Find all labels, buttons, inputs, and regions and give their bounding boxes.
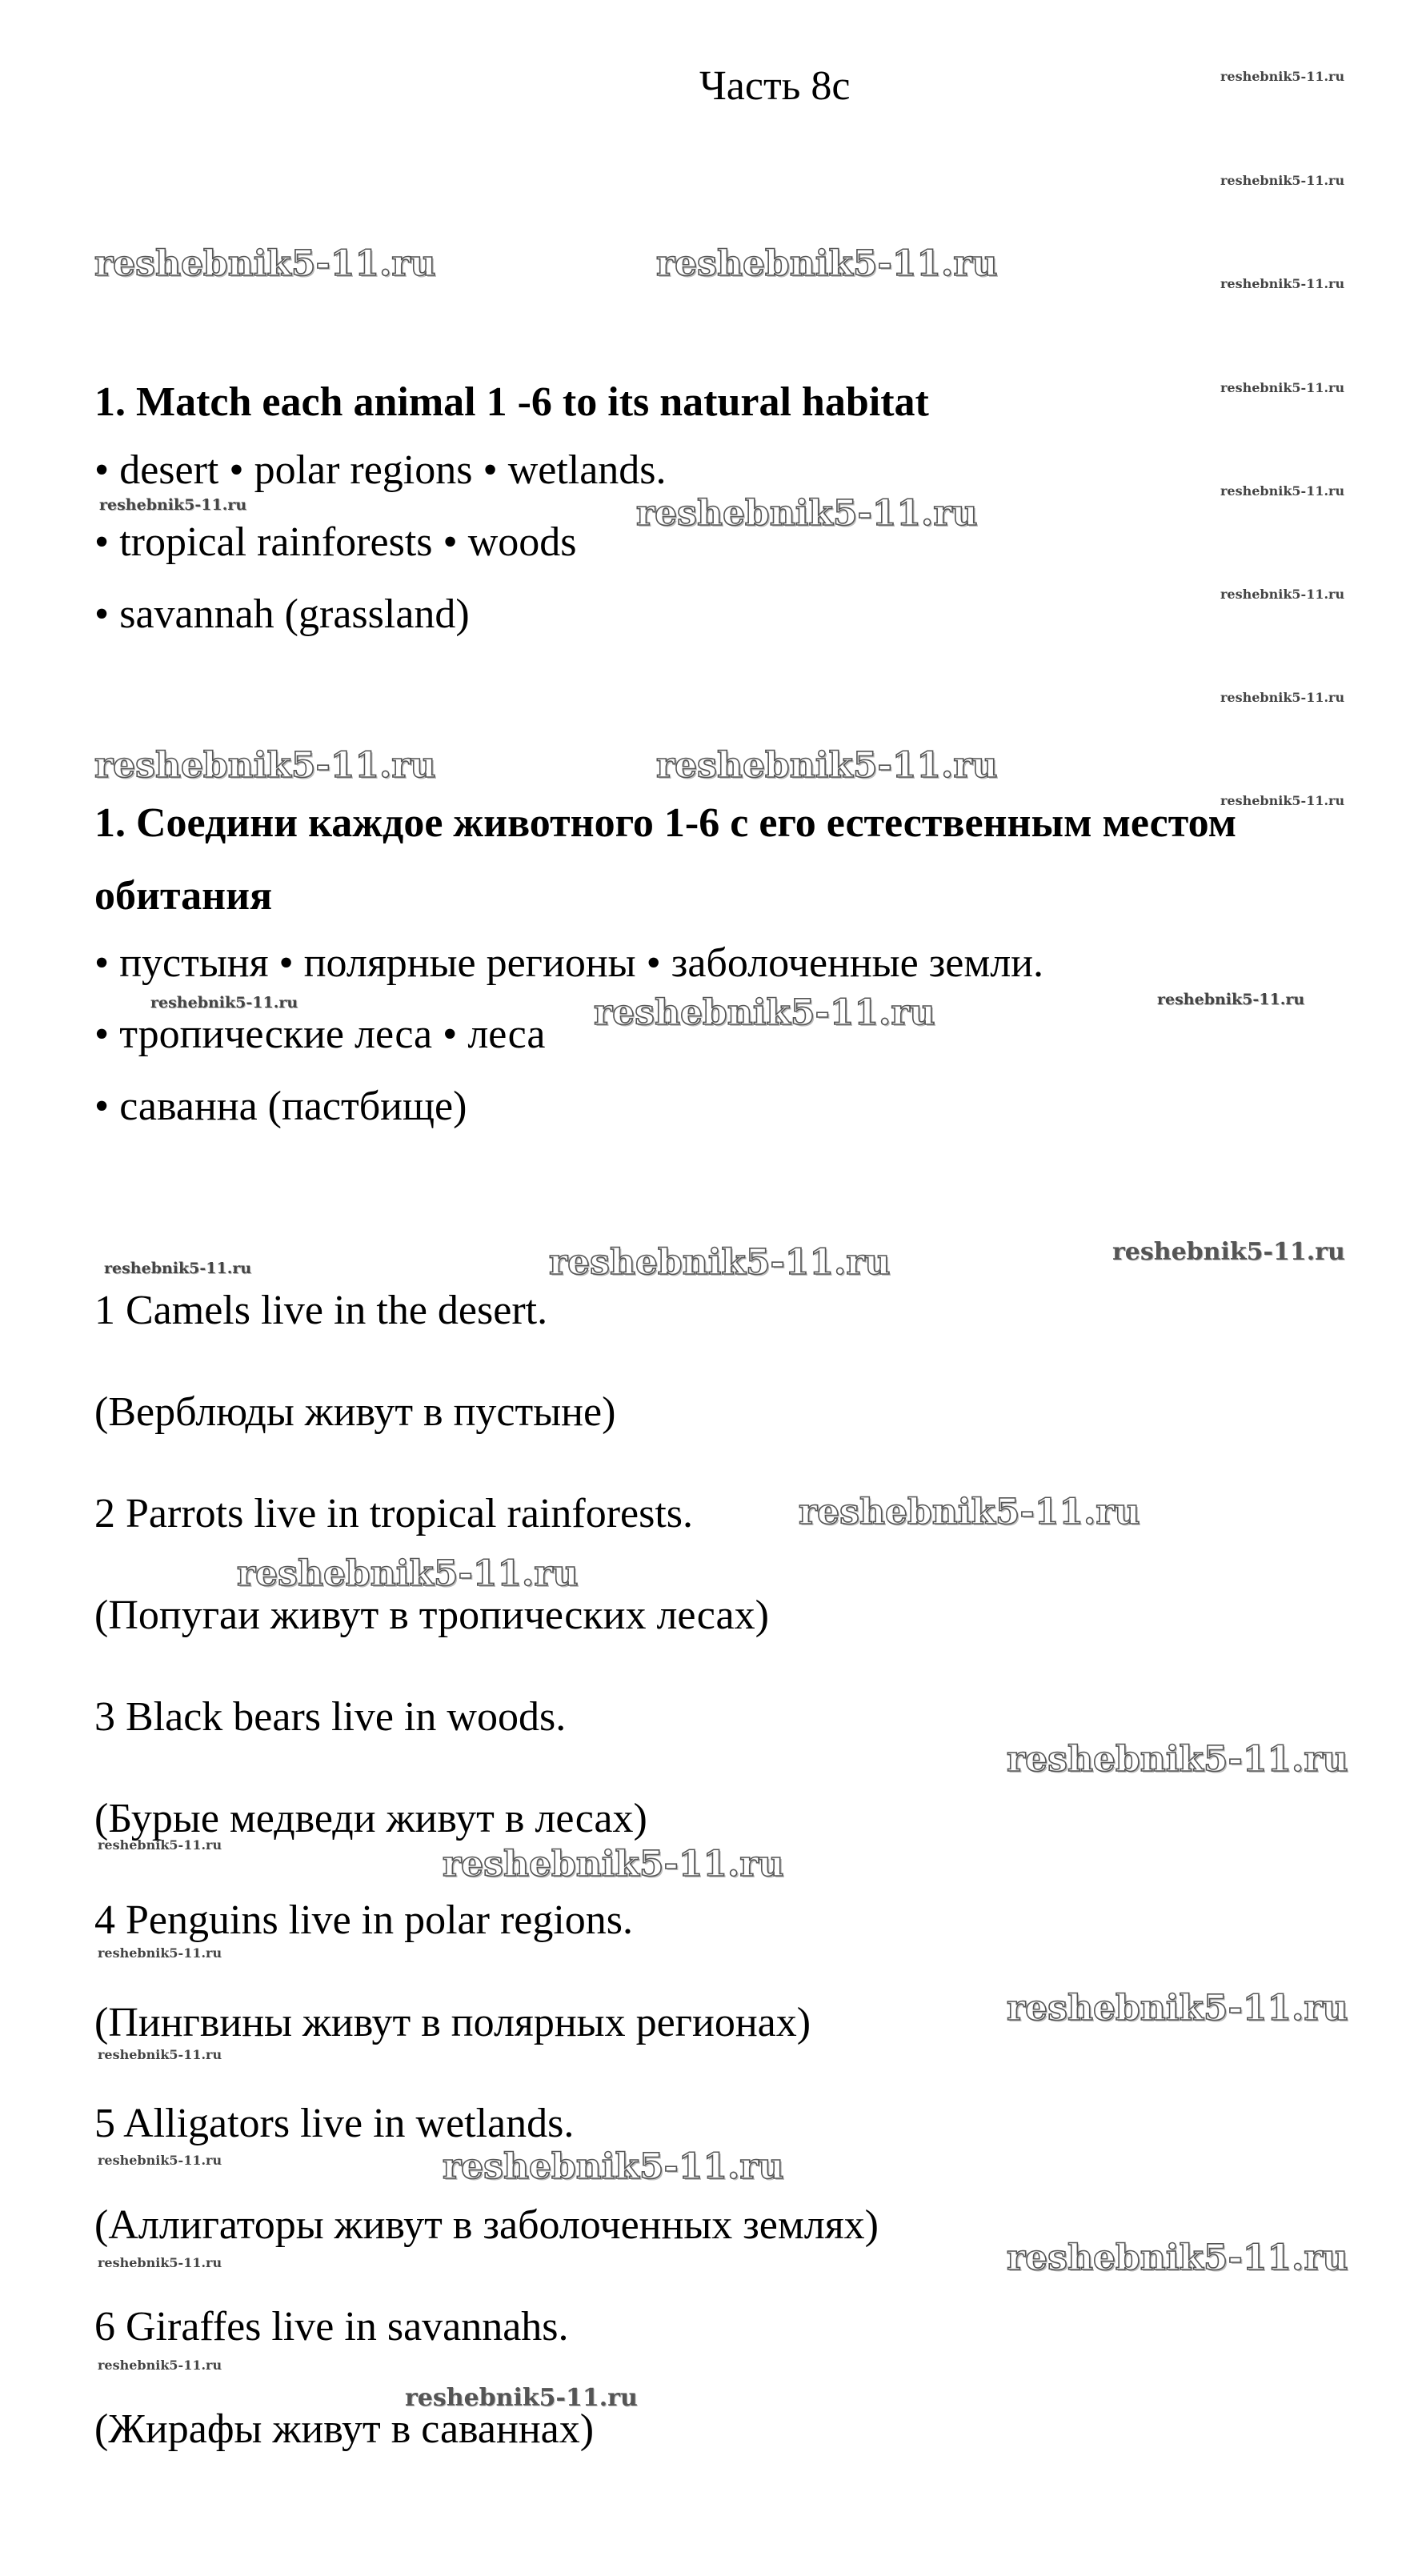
habitat-list-line-2-ru: • тропические леса • леса <box>94 1012 546 1057</box>
answer-2-en: 2 Parrots live in tropical rainforests. <box>94 1491 694 1536</box>
watermark: reshebnik5-11.ru <box>636 493 978 534</box>
watermark: reshebnik5-11.ru <box>237 1553 579 1594</box>
habitat-list-line-1-ru: • пустыня • полярные регионы • заболоченные земли. <box>94 940 1043 986</box>
watermark: reshebnik5-11.ru <box>443 1844 784 1885</box>
watermark: reshebnik5-11.ru <box>98 1837 222 1853</box>
watermark: reshebnik5-11.ru <box>549 1242 891 1283</box>
watermark: reshebnik5-11.ru <box>1220 173 1345 188</box>
watermark: reshebnik5-11.ru <box>594 992 935 1033</box>
habitat-list-line-1-en: • desert • polar regions • wetlands. <box>94 447 667 493</box>
watermark: reshebnik5-11.ru <box>1220 793 1345 808</box>
answer-6-ru: (Жирафы живут в саваннах) <box>94 2406 595 2452</box>
answer-1-en: 1 Camels live in the desert. <box>94 1288 548 1333</box>
page-title: Часть 8с <box>699 63 851 109</box>
watermark: reshebnik5-11.ru <box>1220 587 1345 602</box>
answer-1-ru: (Верблюды живут в пустыне) <box>94 1389 616 1435</box>
watermark: reshebnik5-11.ru <box>1007 1739 1348 1780</box>
watermark: reshebnik5-11.ru <box>1112 1238 1345 1266</box>
answer-5-ru: (Аллигаторы живут в заболоченных землях) <box>94 2202 879 2248</box>
exercise-heading-ru-line-2: обитания <box>94 873 273 919</box>
watermark: reshebnik5-11.ru <box>98 1945 222 1961</box>
habitat-list-line-3-ru: • саванна (пастбище) <box>94 1084 467 1129</box>
watermark: reshebnik5-11.ru <box>104 1260 252 1277</box>
watermark: reshebnik5-11.ru <box>1220 380 1345 395</box>
exercise-heading-en: 1. Match each animal 1 -6 to its natural habitat <box>94 379 929 425</box>
answer-6-en: 6 Giraffes live in savannahs. <box>94 2304 569 2350</box>
watermark: reshebnik5-11.ru <box>1157 991 1305 1008</box>
watermark: reshebnik5-11.ru <box>1220 69 1345 84</box>
watermark: reshebnik5-11.ru <box>656 745 998 786</box>
watermark: reshebnik5-11.ru <box>1220 483 1345 499</box>
answer-5-en: 5 Alligators live in wetlands. <box>94 2101 575 2146</box>
habitat-list-line-2-en: • tropical rainforests • woods <box>94 519 577 565</box>
watermark: reshebnik5-11.ru <box>1220 276 1345 291</box>
watermark: reshebnik5-11.ru <box>94 745 436 786</box>
watermark: reshebnik5-11.ru <box>98 2047 222 2062</box>
answer-4-ru: (Пингвины живут в полярных регионах) <box>94 2000 811 2045</box>
watermark: reshebnik5-11.ru <box>98 2358 222 2373</box>
watermark: reshebnik5-11.ru <box>1007 1988 1348 2029</box>
watermark: reshebnik5-11.ru <box>443 2146 784 2187</box>
answer-3-en: 3 Black bears live in woods. <box>94 1694 567 1740</box>
answer-4-en: 4 Penguins live in polar regions. <box>94 1897 634 1943</box>
habitat-list-line-3-en: • savannah (grassland) <box>94 591 470 637</box>
watermark: reshebnik5-11.ru <box>799 1492 1140 1532</box>
answer-3-ru: (Бурые медведи живут в лесах) <box>94 1796 647 1841</box>
watermark: reshebnik5-11.ru <box>405 2384 638 2412</box>
watermark: reshebnik5-11.ru <box>1220 690 1345 705</box>
watermark: reshebnik5-11.ru <box>94 243 436 284</box>
watermark: reshebnik5-11.ru <box>1007 2237 1348 2278</box>
answer-2-ru: (Попугаи живут в тропических лесах) <box>94 1592 769 1638</box>
watermark: reshebnik5-11.ru <box>150 994 298 1012</box>
watermark: reshebnik5-11.ru <box>656 243 998 284</box>
watermark: reshebnik5-11.ru <box>98 2255 222 2270</box>
watermark: reshebnik5-11.ru <box>99 496 247 514</box>
exercise-heading-ru-line-1: 1. Соедини каждое животного 1-6 с его естественным местом <box>94 800 1237 846</box>
watermark: reshebnik5-11.ru <box>98 2153 222 2168</box>
